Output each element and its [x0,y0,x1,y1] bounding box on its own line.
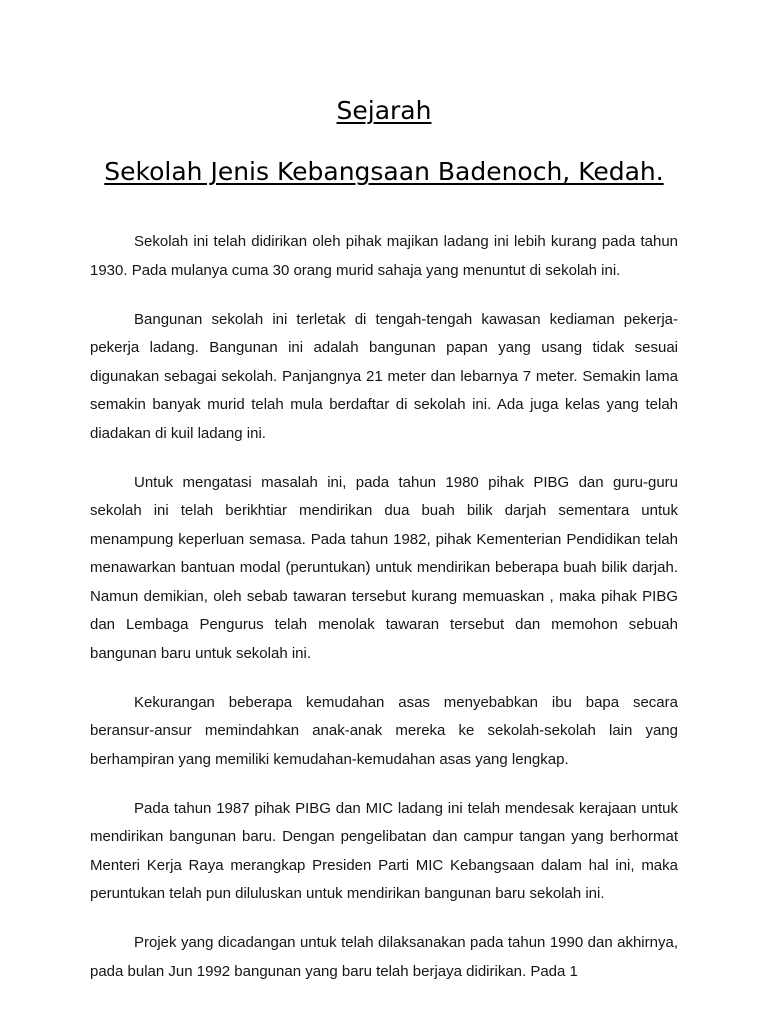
page-subtitle: Sekolah Jenis Kebangsaan Badenoch, Kedah. [104,157,664,186]
paragraph-4: Kekurangan beberapa kemudahan asas menyebabkan ibu bapa secara beransur-ansur memindahkan anak-anak mereka ke sekolah-sekolah lain yang berhampiran yang memiliki kemudahan-kemudahan asas yang lengkap. [90,693,678,768]
paragraph-5: Pada tahun 1987 pihak PIBG dan MIC ladang ini telah mendesak kerajaan untuk mendirikan bangunan baru. Dengan pengelibatan dan campur tangan yang berhormat Menteri Kerja Raya merangkap Presiden Parti MIC Kebangsaan dalam hal ini, maka peruntukan telah pun diluluskan untuk mendirikan bangunan baru sekolah ini. [90,799,678,902]
paragraph-2: Bangunan sekolah ini terletak di tengah-tengah kawasan kediaman pekerja-pekerja ladang. Bangunan ini adalah bangunan papan yang usang tidak sesuai digunakan sebagai sekolah. Panjangnya 21 meter dan lebarnya 7 meter. Semakin lama semakin banyak murid telah mula berdaftar di sekolah ini. Ada juga kelas yang telah diadakan di kuil ladang ini. [90,310,678,442]
paragraph-6: Projek yang dicadangan untuk telah dilaksanakan pada tahun 1990 dan akhirnya, pada bulan Jun 1992 bangunan yang baru telah berjaya didirikan. Pada 1 [90,934,678,980]
paragraph-3: Untuk mengatasi masalah ini, pada tahun 1980 pihak PIBG dan guru-guru sekolah ini telah berikhtiar mendirikan dua buah bilik darjah sementara untuk menampung keperluan semasa. Pada tahun 1982, pihak Kementerian Pendidikan telah menawarkan bantuan modal (peruntukan) untuk mendirikan beberapa buah bilik darjah. Namun demikian, oleh sebab tawaran tersebut kurang memuaskan , maka pihak PIBG dan Lembaga Pengurus telah menolak tawaran tersebut dan memohon sebuah bangunan baru untuk sekolah ini. [90,473,678,662]
document-body [90,228,678,1007]
page-title: Sejarah [336,96,432,125]
paragraph-1: Sekolah ini telah didirikan oleh pihak majikan ladang ini lebih kurang pada tahun 1930. Pada mulanya cuma 30 orang murid sahaja yang menuntut di sekolah ini. [90,233,678,279]
